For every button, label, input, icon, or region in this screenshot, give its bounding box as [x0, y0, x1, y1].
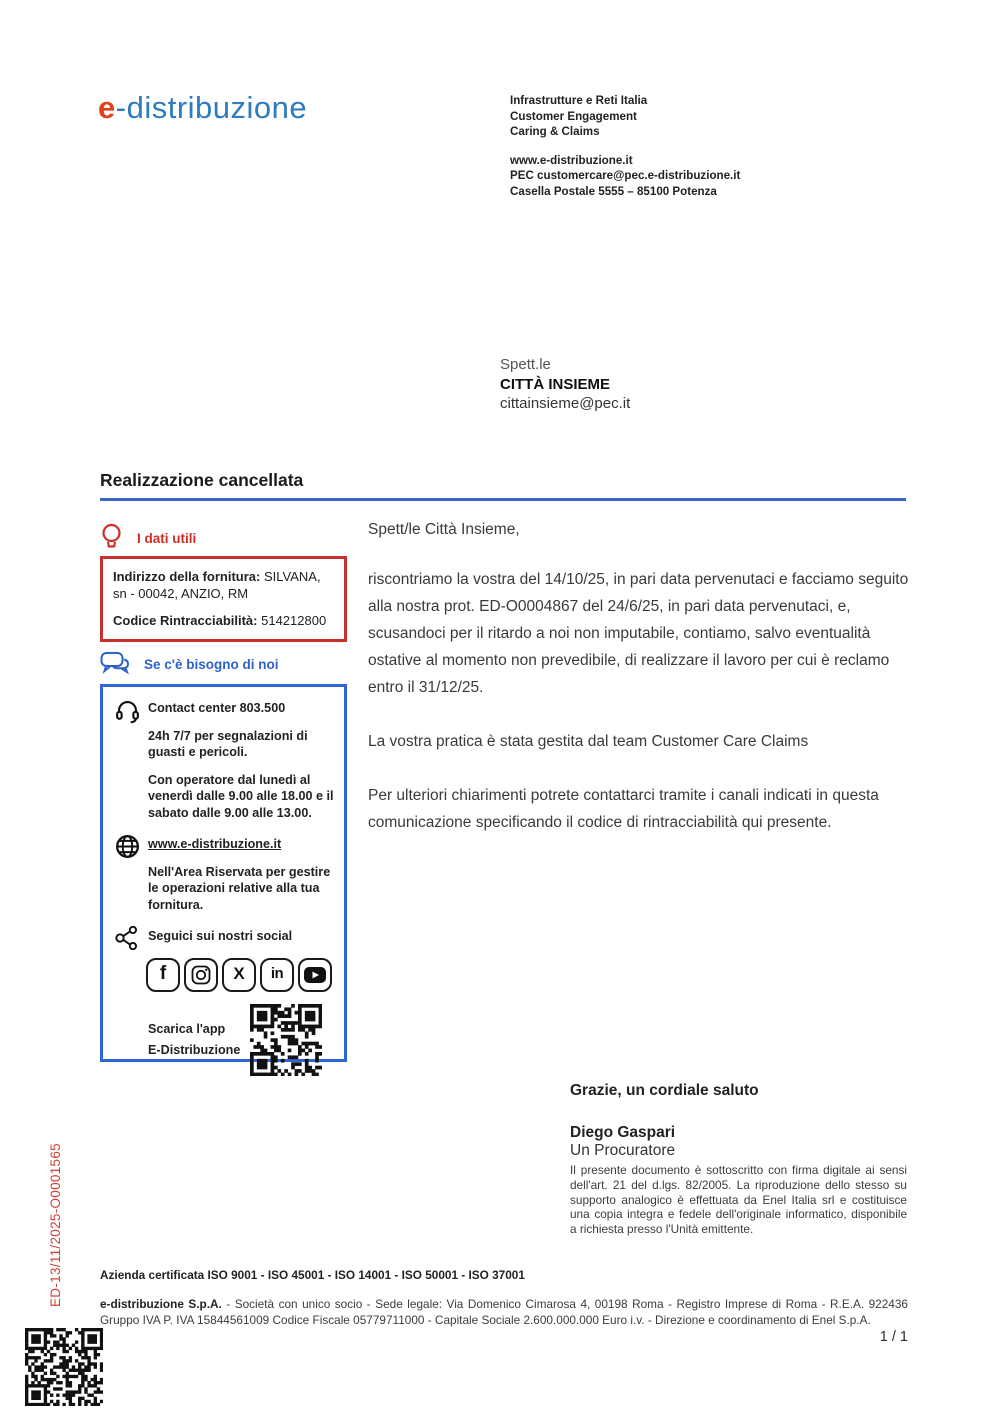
- chat-bubbles-icon: [100, 651, 130, 677]
- company-legal-line: [100, 1297, 908, 1328]
- dept-line: Infrastrutture e Reti Italia: [510, 94, 648, 107]
- company-details: - Società con unico socio - Sede legale: Via Domenico Cimarosa 4, 00198 Roma - Registro Imprese di Roma - R.E.A. 922436 Gruppo IVA P. IVA 15844561009 Codice Fiscale 05779711000 - Capitale Sociale 2.600.000.000 Euro i.v. - Direzione e coordinamento di Enel S.p.A.: [100, 1297, 908, 1327]
- letter-body: [368, 516, 909, 836]
- app-qr-code: [250, 1004, 322, 1076]
- body-paragraph-2: La vostra pratica è stata gestita dal team Customer Care Claims: [368, 733, 809, 750]
- globe-icon: [114, 833, 141, 865]
- dati-utili-label: I dati utili: [137, 530, 197, 546]
- x-twitter-icon[interactable]: X: [222, 958, 256, 992]
- page-number: 1 / 1: [879, 1329, 908, 1345]
- header-pec: PEC customercare@pec.e-distribuzione.it: [510, 169, 741, 182]
- social-icons-row: [114, 958, 336, 992]
- contact-section-label: Se c'è bisogno di noi: [144, 656, 279, 672]
- contact-24h-text: 24h 7/7 per segnalazioni di guasti e pericoli.: [148, 728, 308, 759]
- dati-utili-header: [100, 523, 196, 553]
- area-riservata-text: Nell'Area Riservata per gestire le operazioni relative alla tua fornitura.: [148, 864, 331, 912]
- instagram-icon[interactable]: [184, 958, 218, 992]
- signer-role: Un Procuratore: [570, 1142, 676, 1159]
- protocol-code-vertical: ED-13/11/2025-O0001565: [48, 1143, 63, 1307]
- website-link[interactable]: www.e-distribuzione.it: [148, 837, 282, 851]
- logo-e-glyph: e: [98, 90, 116, 125]
- recipient-email: cittainsieme@pec.it: [500, 395, 631, 412]
- supply-address: [113, 568, 335, 602]
- traceability-code: [113, 612, 335, 629]
- contact-center-row: [114, 700, 336, 717]
- body-paragraph-3: Per ulteriori chiarimenti potrete contattarci tramite i canali indicati in questa comunicazione specificando il codice di rintracciabilità qui presente.: [368, 787, 879, 831]
- social-heading-label: Seguici sui nostri social: [148, 929, 293, 943]
- share-icon: [114, 924, 140, 957]
- app-download-row: [114, 1004, 336, 1076]
- app-line-2: E-Distribuzione: [148, 1042, 241, 1057]
- dept-line: Customer Engagement: [510, 109, 637, 123]
- headset-icon: [114, 697, 141, 729]
- traceability-code-label: Codice Rintracciabilità:: [113, 613, 258, 628]
- recipient-salutation: Spett.le: [500, 356, 551, 373]
- letter-title: Realizzazione cancellata: [100, 470, 906, 501]
- company-name: e-distribuzione S.p.A.: [100, 1297, 222, 1311]
- contact-section-header: [100, 651, 278, 677]
- contact-operator-text: Con operatore dal lunedì al venerdì dalle 9.00 alle 18.00 e il sabato dalle 9.00 alle 13.00.: [148, 772, 334, 820]
- signature-block: [570, 1082, 907, 1237]
- closing-line: Grazie, un cordiale saluto: [570, 1082, 759, 1099]
- traceability-code-value: 514212800: [261, 613, 327, 628]
- header-postal-box: Casella Postale 5555 – 85100 Potenza: [510, 184, 717, 198]
- logo-wordmark: -distribuzione: [115, 90, 308, 125]
- recipient-block: [500, 355, 630, 414]
- lightbulb-icon: [100, 523, 123, 553]
- body-paragraph-1: riscontriamo la vostra del 14/10/25, in pari data pervenutaci e facciamo seguito alla nostra prot. ED-O0004867 del 24/6/25, in pari data pervenutaci, e, scusandoci per il ritardo a noi non imputabile, contiamo, salvo eventualità ostative al momento non prevedibile, di realizzare il lavoro per cui è reclamo entro il 31/12/25.: [368, 571, 909, 696]
- recipient-name: CITTÀ INSIEME: [500, 375, 611, 393]
- header-info-block: [510, 93, 740, 199]
- dati-utili-box: [100, 556, 347, 642]
- contact-box: [100, 684, 347, 1062]
- signer-name: Diego Gaspari: [570, 1124, 676, 1141]
- facebook-icon[interactable]: f: [146, 958, 180, 992]
- website-row: [114, 836, 336, 853]
- contact-center-label: Contact center 803.500: [148, 701, 286, 715]
- digital-signature-notice: Il presente documento è sottoscritto con firma digitale ai sensi dell'art. 21 del d.lgs. 82/2005. La riproduzione dello stesso su supporto analogico è effettuata da Enel Italia srl e costituisce una copia integra e fedele dell'originale informatico, disponibile a richiesta presso l'Unità emittente.: [570, 1163, 907, 1237]
- e-distribuzione-logo: [98, 90, 307, 126]
- document-qr-code: [25, 1328, 103, 1406]
- header-website: www.e-distribuzione.it: [510, 153, 633, 167]
- dept-line: Caring & Claims: [510, 125, 600, 138]
- social-heading-row: [114, 928, 336, 945]
- body-salutation: Spett/le Città Insieme,: [368, 521, 520, 538]
- supply-address-label: Indirizzo della fornitura:: [113, 569, 261, 584]
- youtube-icon[interactable]: [298, 958, 332, 992]
- supply-address-value: SILVANA, sn - 00042, ANZIO, RM: [113, 569, 321, 601]
- iso-certification-line: Azienda certificata ISO 9001 - ISO 45001 - ISO 14001 - ISO 50001 - ISO 37001: [100, 1268, 525, 1282]
- app-line-1: Scarica l'app: [148, 1021, 226, 1036]
- linkedin-icon[interactable]: in: [260, 958, 294, 992]
